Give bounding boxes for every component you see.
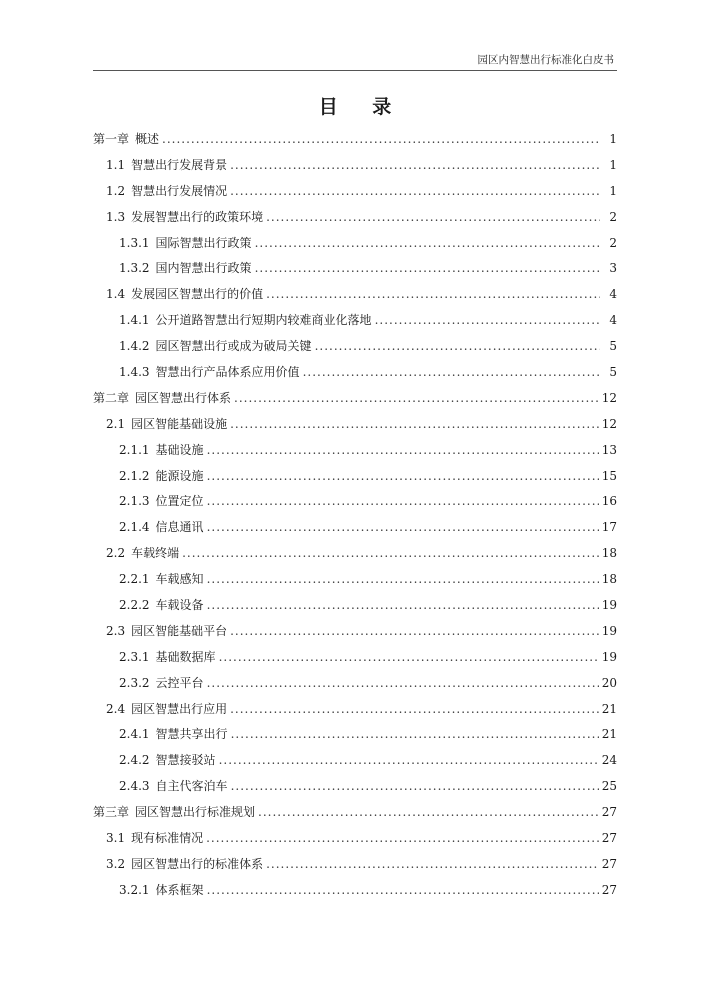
toc-entry-page: 20	[601, 675, 617, 690]
toc-entry-label	[119, 570, 204, 588]
toc-dot-leader	[303, 363, 600, 381]
toc-dot-leader	[315, 337, 600, 355]
toc-entry-label	[119, 674, 204, 692]
toc-entry[interactable]	[93, 130, 617, 156]
toc-dot-leader	[258, 803, 599, 821]
toc-entry-label	[119, 518, 204, 536]
toc-entry-number: 2.3	[106, 623, 126, 638]
toc-entry-label	[106, 182, 227, 200]
toc-entry-number: 1.3	[106, 209, 126, 224]
toc-entry-label	[119, 363, 300, 381]
toc-entry[interactable]	[93, 596, 617, 622]
toc-entry-number: 3.2.1	[119, 882, 150, 897]
toc-entry[interactable]	[93, 337, 617, 363]
toc-dot-leader	[207, 570, 599, 588]
toc-entry[interactable]	[93, 311, 617, 337]
toc-dot-leader	[234, 389, 599, 407]
toc-dot-leader	[230, 622, 599, 640]
toc-entry-page: 1	[609, 157, 617, 172]
toc-entry-page: 2	[609, 235, 617, 250]
toc-entry-text: 基础数据库	[155, 649, 216, 664]
toc-entry-page: 24	[601, 753, 617, 768]
toc-entry[interactable]	[93, 855, 617, 881]
toc-entry-page: 15	[601, 468, 617, 483]
toc-entry-page: 19	[601, 623, 617, 638]
toc-entry[interactable]	[93, 156, 617, 182]
toc-entry[interactable]	[93, 467, 617, 493]
toc-entry-text: 基础设施	[155, 442, 204, 457]
toc-entry-label	[106, 285, 263, 303]
toc-entry-label	[106, 855, 263, 873]
toc-dot-leader	[207, 674, 599, 692]
toc-entry-page: 12	[601, 390, 617, 405]
toc-entry-number: 2.3.2	[119, 675, 150, 690]
toc-entry[interactable]	[93, 363, 617, 389]
toc-entry-text: 车载感知	[155, 572, 204, 587]
toc-entry-number: 1.4.3	[119, 365, 150, 380]
toc-entry-page: 18	[601, 572, 617, 587]
toc-entry[interactable]	[93, 259, 617, 285]
toc-entry-number: 2.4.1	[119, 727, 150, 742]
toc-entry-page: 2	[609, 209, 617, 224]
toc-entry-label	[93, 803, 255, 821]
toc-entry-label	[106, 415, 227, 433]
toc-dot-leader	[207, 518, 599, 536]
toc-entry-text: 智慧出行发展背景	[131, 157, 228, 172]
toc-entry-page: 12	[601, 416, 617, 431]
toc-entry[interactable]	[93, 725, 617, 751]
toc-entry-number: 1.3.2	[119, 261, 150, 276]
toc-entry[interactable]	[93, 234, 617, 260]
toc-dot-leader	[231, 725, 599, 743]
toc-entry-label	[93, 389, 231, 407]
toc-entry-number: 2.1.4	[119, 520, 150, 535]
toc-entry-text: 园区智慧出行体系	[135, 390, 232, 405]
toc-entry-number: 第二章	[93, 390, 130, 405]
toc-dot-leader	[219, 648, 599, 666]
toc-entry[interactable]	[93, 700, 617, 726]
toc-entry-label	[119, 596, 204, 614]
toc-entry-number: 2.4	[106, 701, 126, 716]
header-rule	[93, 70, 617, 71]
toc-entry[interactable]	[93, 285, 617, 311]
toc-entry-text: 位置定位	[155, 494, 204, 509]
toc-entry[interactable]	[93, 208, 617, 234]
toc-entry-page: 21	[601, 727, 617, 742]
toc-dot-leader	[230, 156, 600, 174]
toc-entry-number: 1.1	[106, 157, 126, 172]
toc-entry-text: 园区智慧出行或成为破局关键	[155, 339, 312, 354]
toc-dot-leader	[207, 596, 599, 614]
toc-entry-text: 智慧接驳站	[155, 753, 216, 768]
toc-entry-label	[106, 156, 227, 174]
toc-entry-label	[93, 130, 159, 148]
toc-entry-label	[106, 622, 227, 640]
running-header: 园区内智慧出行标准化白皮书	[477, 54, 614, 66]
toc-entry[interactable]	[93, 441, 617, 467]
toc-entry-number: 2.2.1	[119, 572, 150, 587]
toc-entry-number: 1.2	[106, 183, 126, 198]
toc-entry-label	[119, 311, 372, 329]
toc-dot-leader	[266, 285, 600, 303]
toc-entry-text: 园区智能基础平台	[131, 623, 228, 638]
toc-entry-number: 2.1.2	[119, 468, 150, 483]
toc-entry[interactable]	[93, 803, 617, 829]
toc-entry-text: 智慧出行产品体系应用价值	[155, 365, 300, 380]
toc-entry-number: 2.4.3	[119, 779, 150, 794]
toc-entry[interactable]	[93, 674, 617, 700]
toc-entry-text: 车载终端	[131, 546, 180, 561]
toc-entry-label	[119, 337, 312, 355]
toc-entry-page: 17	[601, 520, 617, 535]
toc-entry-label	[106, 700, 227, 718]
toc-entry-number: 1.4.2	[119, 339, 150, 354]
toc-dot-leader	[375, 311, 600, 329]
toc-entry-number: 2.1	[106, 416, 126, 431]
toc-entry-number: 1.4	[106, 287, 126, 302]
toc-entry-text: 发展智慧出行的政策环境	[131, 209, 264, 224]
toc-entry-label	[119, 725, 228, 743]
toc-entry-label	[106, 544, 179, 562]
toc-entry-number: 第三章	[93, 805, 130, 820]
toc-entry-page: 27	[601, 831, 617, 846]
toc-entry-label	[119, 441, 204, 459]
toc-entry[interactable]	[93, 777, 617, 803]
toc-entry-number: 2.2	[106, 546, 126, 561]
toc-entry-page: 19	[601, 649, 617, 664]
toc-entry-page: 4	[609, 287, 617, 302]
toc-entry-number: 2.1.1	[119, 442, 150, 457]
toc-entry-number: 3.1	[106, 831, 126, 846]
toc-entry-page: 18	[601, 546, 617, 561]
toc-entry-page: 3	[609, 261, 617, 276]
toc-entry-number: 2.2.2	[119, 598, 150, 613]
toc-entry[interactable]	[93, 751, 617, 777]
toc-entry[interactable]	[93, 492, 617, 518]
toc-entry-number: 3.2	[106, 856, 126, 871]
toc-entry-label	[119, 751, 216, 769]
toc-entry-text: 公开道路智慧出行短期内较难商业化落地	[155, 313, 372, 328]
toc-entry-page: 16	[601, 494, 617, 509]
toc-entry-text: 自主代客泊车	[155, 779, 228, 794]
toc-entry-label	[119, 648, 216, 666]
toc-entry-text: 发展园区智慧出行的价值	[131, 287, 264, 302]
toc-dot-leader	[230, 700, 599, 718]
toc-entry-text: 概述	[135, 132, 160, 146]
toc-dot-leader	[231, 777, 599, 795]
toc-entry-page: 27	[601, 856, 617, 871]
toc-dot-leader	[207, 467, 599, 485]
toc-title: 目 录	[318, 96, 406, 118]
toc-dot-leader	[207, 441, 599, 459]
table-of-contents	[93, 130, 617, 907]
toc-dot-leader	[230, 182, 600, 200]
toc-entry-number: 第一章	[93, 132, 130, 146]
toc-entry[interactable]	[93, 648, 617, 674]
toc-entry-page: 4	[609, 313, 617, 328]
toc-entry-text: 智慧共享出行	[155, 727, 228, 742]
toc-entry[interactable]	[93, 829, 617, 855]
toc-entry-text: 国际智慧出行政策	[155, 235, 252, 250]
toc-entry-label	[106, 829, 203, 847]
toc-entry-text: 园区智慧出行的标准体系	[131, 856, 264, 871]
toc-dot-leader	[230, 415, 599, 433]
toc-entry-number: 1.3.1	[119, 235, 150, 250]
toc-entry-number: 2.4.2	[119, 753, 150, 768]
toc-entry-text: 体系框架	[155, 882, 204, 897]
toc-entry-label	[106, 208, 263, 226]
toc-entry-page: 27	[601, 882, 617, 897]
toc-dot-leader	[207, 881, 599, 899]
toc-entry-number: 1.4.1	[119, 313, 150, 328]
toc-entry-page: 1	[609, 183, 617, 198]
toc-entry[interactable]	[93, 881, 617, 907]
toc-entry-text: 国内智慧出行政策	[155, 261, 252, 276]
toc-entry[interactable]	[93, 544, 617, 570]
toc-entry-page: 5	[609, 339, 617, 354]
toc-entry-page: 19	[601, 598, 617, 613]
toc-dot-leader	[266, 855, 599, 873]
toc-entry-number: 2.1.3	[119, 494, 150, 509]
toc-entry-label	[119, 777, 228, 795]
toc-dot-leader	[255, 234, 600, 252]
toc-entry-label	[119, 881, 204, 899]
toc-entry-label	[119, 234, 252, 252]
toc-entry[interactable]	[93, 518, 617, 544]
toc-entry-number: 2.3.1	[119, 649, 150, 664]
toc-dot-leader	[266, 208, 600, 226]
toc-entry-page: 25	[601, 779, 617, 794]
toc-entry-text: 园区智慧出行应用	[131, 701, 228, 716]
toc-entry-text: 云控平台	[155, 675, 204, 690]
toc-entry-page: 1	[609, 132, 617, 146]
toc-entry-text: 园区智能基础设施	[131, 416, 228, 431]
toc-dot-leader	[219, 751, 599, 769]
toc-entry-page: 5	[609, 365, 617, 380]
toc-dot-leader	[206, 829, 599, 847]
toc-entry[interactable]	[93, 570, 617, 596]
toc-entry-text: 能源设施	[155, 468, 204, 483]
toc-entry-page: 21	[601, 701, 617, 716]
toc-entry[interactable]	[93, 389, 617, 415]
toc-entry[interactable]	[93, 415, 617, 441]
toc-entry[interactable]	[93, 182, 617, 208]
toc-entry-page: 13	[601, 442, 617, 457]
toc-dot-leader	[255, 259, 600, 277]
toc-dot-leader	[162, 130, 600, 148]
toc-entry-label	[119, 259, 252, 277]
toc-entry-text: 园区智慧出行标准规划	[135, 805, 256, 820]
toc-entry-text: 信息通讯	[155, 520, 204, 535]
toc-entry-text: 车载设备	[155, 598, 204, 613]
toc-entry-label	[119, 492, 204, 510]
toc-entry-label	[119, 467, 204, 485]
toc-entry-text: 现有标准情况	[131, 831, 204, 846]
toc-entry[interactable]	[93, 622, 617, 648]
toc-dot-leader	[182, 544, 599, 562]
toc-entry-text: 智慧出行发展情况	[131, 183, 228, 198]
toc-entry-page: 27	[601, 805, 617, 820]
toc-dot-leader	[207, 492, 599, 510]
